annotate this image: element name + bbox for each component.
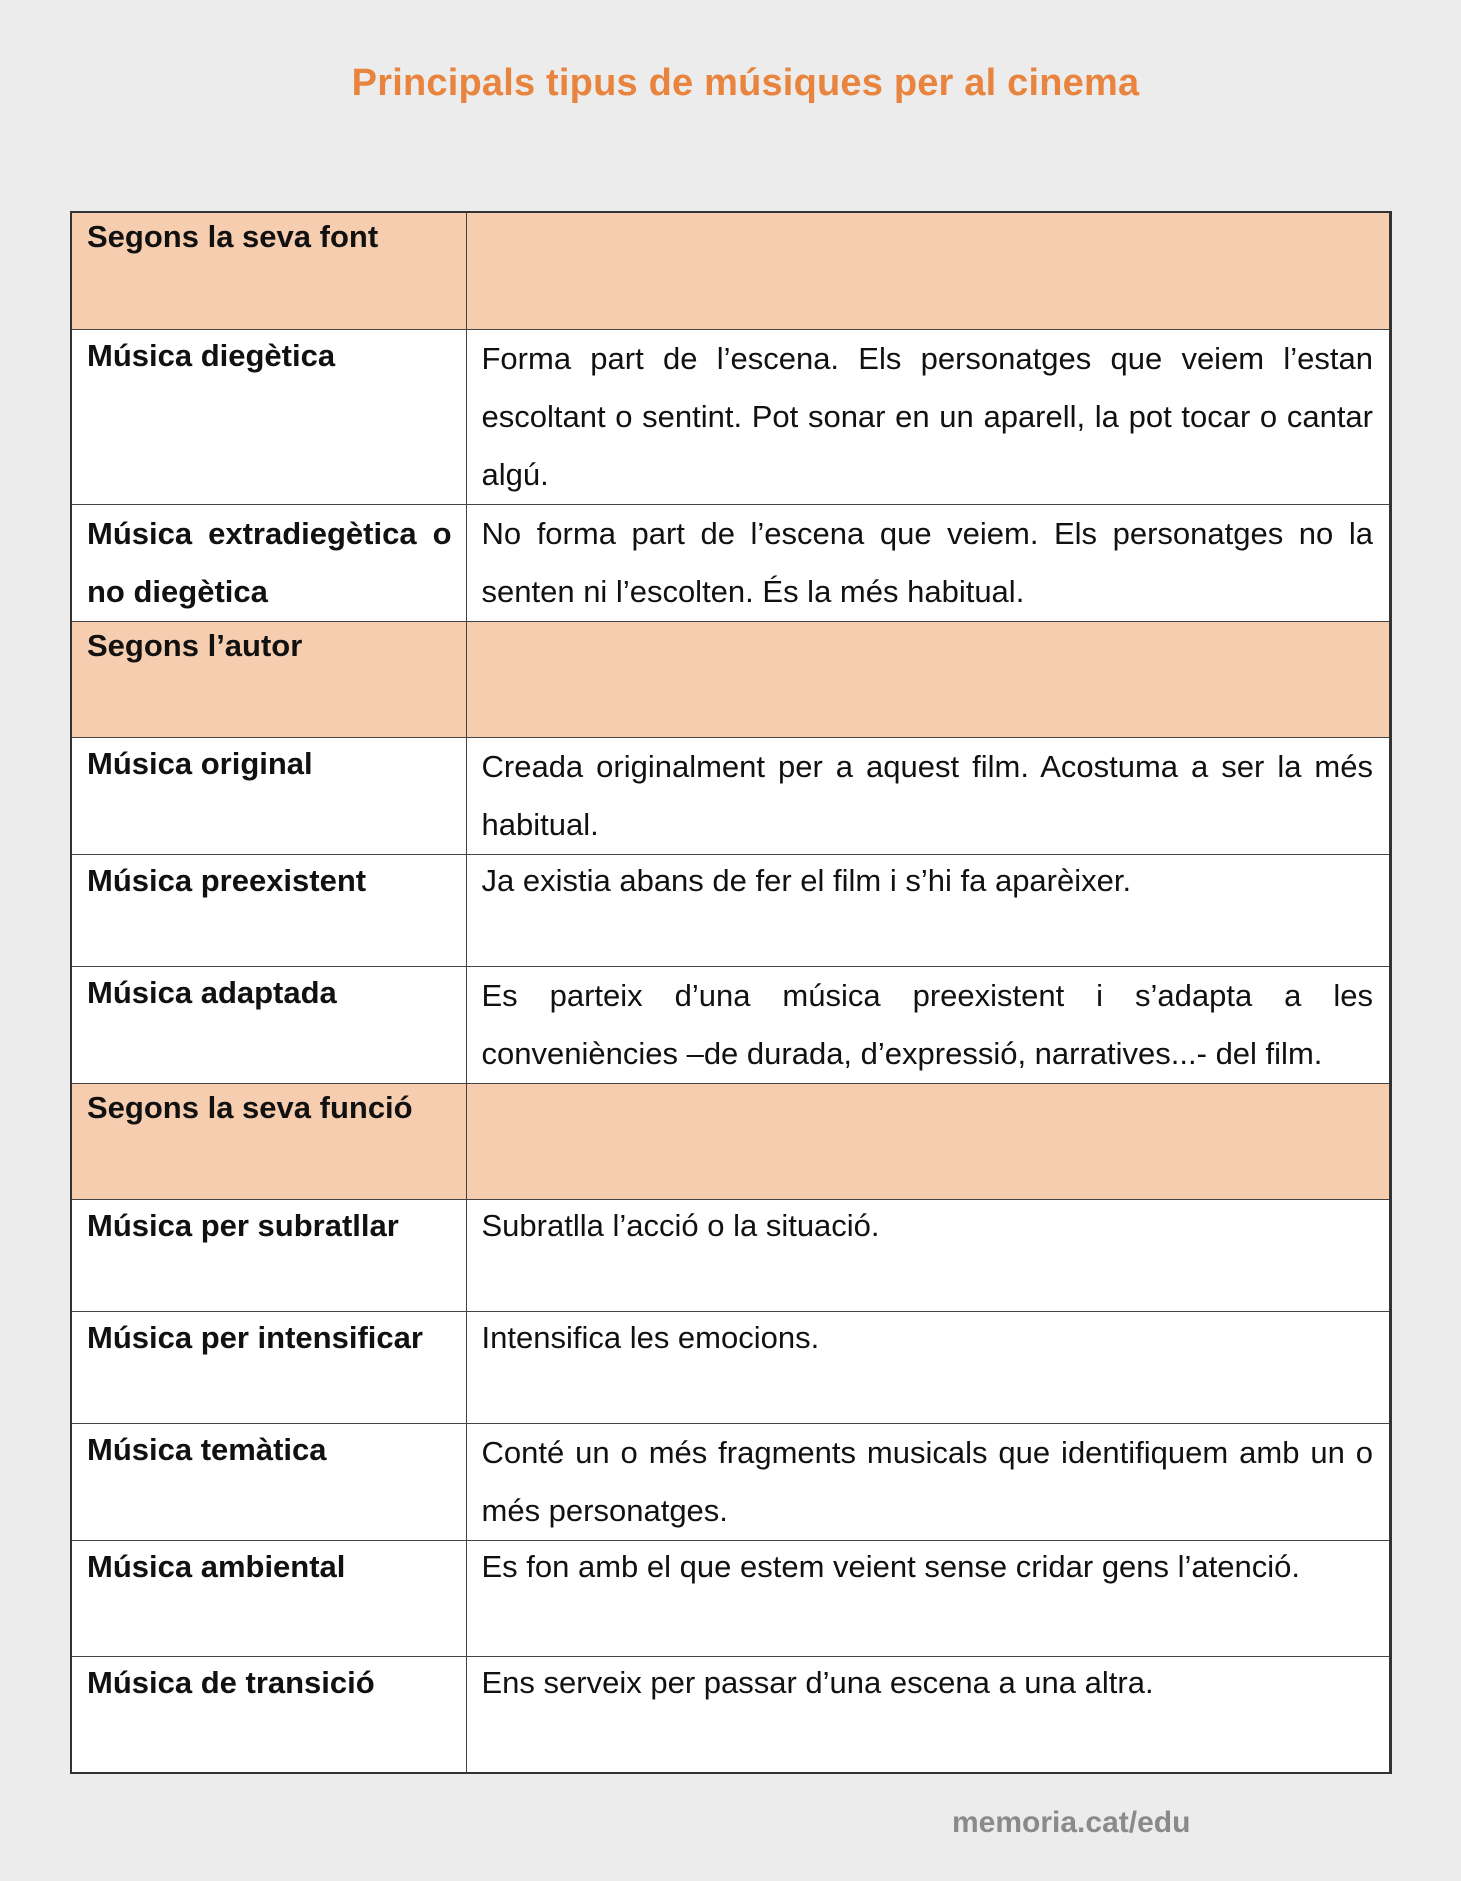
row-description: No forma part de l’escena que veiem. Els personatges no la senten ni l’escolten. És la més habitual. (481, 515, 1373, 609)
row-description: Creada originalment per a aquest film. Acostuma a ser la més habitual. (481, 748, 1373, 842)
table-row (72, 1423, 1389, 1540)
row-term: Música per subratllar (87, 1207, 399, 1243)
table-row-section (72, 621, 1389, 737)
row-term: Música preexistent (87, 862, 367, 898)
table-row (72, 1540, 1389, 1656)
table-row (72, 1199, 1389, 1311)
table-row (72, 1311, 1389, 1423)
row-description: Subratlla l’acció o la situació. (481, 1207, 880, 1243)
row-description: Forma part de l’escena. Els personatges que veiem l’estan escoltant o sentint. Pot sonar en un aparell, la pot tocar o cantar algú. (481, 340, 1373, 492)
table-row (72, 737, 1389, 854)
row-term: Música diegètica (87, 337, 336, 373)
table-row (72, 329, 1389, 504)
table-body (72, 213, 1389, 1772)
row-term: Música adaptada (87, 974, 337, 1010)
row-term: Música de transició (87, 1664, 375, 1700)
row-description: Intensifica les emocions. (481, 1319, 820, 1355)
row-description: Es parteix d’una música preexistent i s’adapta a les conveniències –de durada, d’expressió, narratives...- del film. (481, 977, 1373, 1071)
row-description: Es fon amb el que estem veient sense cridar gens l’atenció. (481, 1548, 1301, 1584)
table-row (72, 966, 1389, 1083)
row-term: Música extradiegètica o no diegètica (87, 515, 452, 609)
table-row-section (72, 1083, 1389, 1199)
section-heading: Segons la seva font (87, 219, 379, 254)
footer-site-link[interactable]: memoria.cat/edu (952, 1806, 1191, 1839)
row-description: Conté un o més fragments musicals que identifiquem amb un o més personatges. (481, 1434, 1373, 1528)
music-types-table (70, 211, 1392, 1774)
page-title: Principals tipus de músiques per al cinema (351, 62, 1140, 104)
table-row (72, 504, 1389, 621)
row-term: Música original (87, 745, 313, 781)
section-heading: Segons l’autor (87, 627, 303, 663)
table-row (72, 1656, 1389, 1772)
row-description: Ens serveix per passar d’una escena a una altra. (481, 1664, 1154, 1700)
section-heading: Segons la seva funció (87, 1089, 413, 1125)
row-term: Música temàtica (87, 1431, 327, 1467)
table-row-section (72, 213, 1389, 329)
row-description: Ja existia abans de fer el film i s’hi fa aparèixer. (481, 862, 1132, 898)
table-row (72, 854, 1389, 966)
row-term: Música per intensificar (87, 1319, 423, 1355)
row-term: Música ambiental (87, 1548, 346, 1584)
